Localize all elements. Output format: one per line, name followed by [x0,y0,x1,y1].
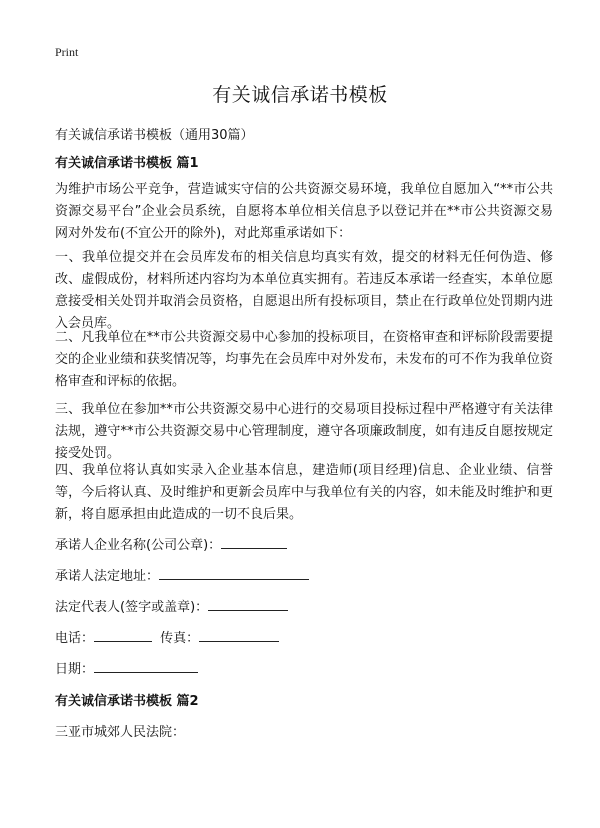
section-heading-2: 有关诚信承诺书模板 篇2 [55,694,199,709]
phone-blank[interactable] [94,627,152,642]
section-heading-1: 有关诚信承诺书模板 篇1 [55,156,199,171]
paragraph-commitment-3: 三、我单位在参加**市公共资源交易中心进行的交易项目投标过程中严格遵守有关法律法规，遵守**市公共资源交易中心管理制度，遵守各项廉政制度，如有违反自愿按规定接受处罚。 [55,402,553,461]
paragraph-commitment-4: 四、我单位将认真如实录入企业基本信息，建造师(项目经理)信息、企业业绩、信誉等，今后将认真、及时维护和更新会员库中与我单位有关的内容，如未能及时维护和更新，将自愿承担由此造成的一切不良后果。 [55,463,553,522]
legal-rep-label: 法定代表人(签字或盖章)： [55,600,209,615]
company-name-row [55,534,287,556]
fax-blank[interactable] [199,627,279,642]
phone-label: 电话： [55,631,95,646]
fax-label: 传真： [160,631,200,646]
document-subtitle: 有关诚信承诺书模板（通用30篇） [55,128,254,143]
address-row [55,565,309,587]
paragraph-commitment-1: 一、我单位提交并在会员库发布的相关信息均真实有效，提交的材料无任何伪造、修改、虚假成份，材料所述内容均为本单位真实拥有。若违反本承诺一经查实，本单位愿意接受相关处罚并取消会员资格，自愿退出所有投标项目，禁止在行政单位处罚期内进入会员库。 [55,250,553,331]
closing-line: 三亚市城郊人民法院： [55,725,186,740]
legal-rep-blank[interactable] [208,596,288,611]
address-label: 承诺人法定地址： [55,569,160,584]
paragraph-intro: 为维护市场公平竞争，营造诚实守信的公共资源交易环境，我单位自愿加入“**市公共资源交易平台”企业会员系统，自愿将本单位相关信息予以登记并在**市公共资源交易网对外发布(不宜公开的除外)，对此郑重承诺如下： [55,182,553,241]
company-name-label: 承诺人企业名称(公司公章)： [55,538,222,553]
print-link[interactable]: Print [55,45,79,59]
date-row [55,658,198,680]
address-blank[interactable] [159,565,309,580]
contact-row [55,627,279,649]
paragraph-commitment-2: 二、凡我单位在**市公共资源交易中心参加的投标项目，在资格审查和评标阶段需要提交的企业业绩和获奖情况等，均事先在会员库中对外发布，未发布的可不作为我单位资格审查和评标的依据。 [55,330,553,389]
company-name-blank[interactable] [221,534,287,549]
document-title: 有关诚信承诺书模板 [212,84,388,106]
date-label: 日期： [55,662,95,677]
date-blank[interactable] [94,658,198,673]
legal-rep-row [55,596,288,618]
